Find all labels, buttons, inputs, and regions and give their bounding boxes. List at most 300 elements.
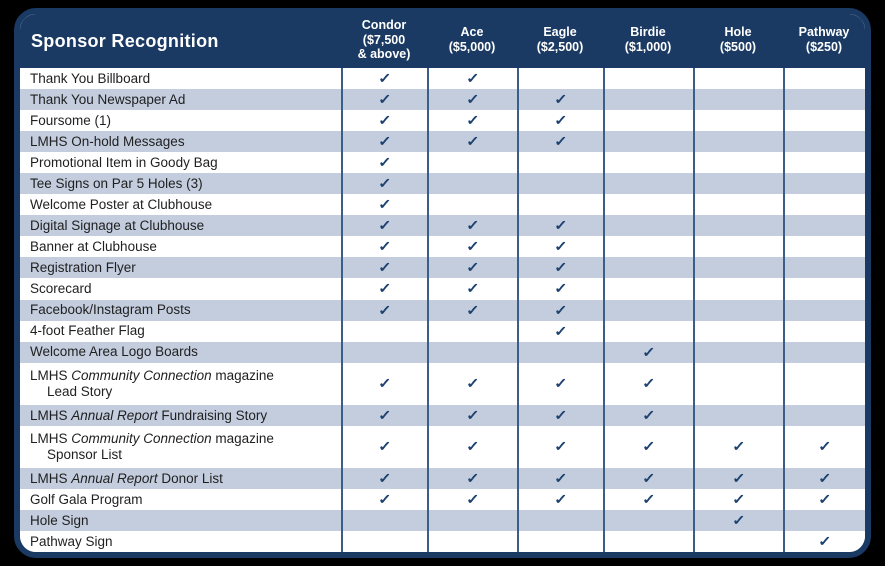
checkmark-icon: ✓	[378, 196, 392, 213]
checkmark-icon: ✓	[378, 406, 392, 423]
row-label-segment: Digital Signage at Clubhouse	[30, 218, 205, 234]
check-cell-condor	[341, 531, 427, 552]
check-cell-condor	[341, 278, 427, 299]
check-cell-eagle	[517, 89, 603, 110]
check-cell-ace	[427, 468, 517, 489]
check-cell-ace	[427, 236, 517, 257]
checkmark-icon: ✓	[378, 301, 392, 318]
table-body	[20, 68, 865, 552]
check-cell-ace	[427, 510, 517, 531]
row-label	[20, 257, 341, 278]
tier-header-line: ($5,000)	[448, 40, 496, 54]
checkmark-icon: ✓	[378, 280, 392, 297]
row-label-line2: Lead Story	[47, 383, 113, 399]
checkmark-icon: ✓	[554, 259, 568, 276]
check-cell-pathway	[783, 531, 865, 552]
check-cell-condor	[341, 215, 427, 236]
row-label-segment: magazine	[211, 368, 274, 384]
check-cell-ace	[427, 363, 517, 405]
check-cell-birdie	[603, 468, 693, 489]
row-label	[20, 131, 341, 152]
row-label-italic-segment: Annual Report	[71, 470, 158, 486]
table-row	[20, 321, 865, 342]
checkmark-icon: ✓	[554, 301, 568, 318]
check-cell-eagle	[517, 510, 603, 531]
check-cell-birdie	[603, 215, 693, 236]
checkmark-icon: ✓	[554, 280, 568, 297]
check-cell-ace	[427, 489, 517, 510]
row-label-line1	[30, 113, 341, 129]
row-label-line1	[30, 431, 341, 447]
check-cell-hole	[693, 152, 783, 173]
row-label-line1	[30, 492, 341, 508]
check-cell-eagle	[517, 68, 603, 89]
check-cell-birdie	[603, 68, 693, 89]
tier-header-line: & above)	[357, 47, 411, 62]
check-cell-hole	[693, 173, 783, 194]
row-label-segment: Promotional Item in Goody Bag	[30, 154, 218, 170]
tier-header-eagle	[517, 14, 603, 68]
tier-header-line: Birdie	[630, 25, 666, 40]
tier-header-line: Pathway	[798, 25, 850, 40]
table-row	[20, 68, 865, 89]
check-cell-hole	[693, 278, 783, 299]
check-cell-hole	[693, 236, 783, 257]
check-cell-birdie	[603, 194, 693, 215]
check-cell-birdie	[603, 110, 693, 131]
check-cell-ace	[427, 257, 517, 278]
check-cell-eagle	[517, 215, 603, 236]
row-label-line1	[30, 239, 341, 255]
table-row	[20, 300, 865, 321]
tier-header-pathway	[783, 14, 865, 68]
row-label-segment: Banner at Clubhouse	[30, 239, 157, 255]
row-label-segment: LMHS	[30, 368, 72, 384]
checkmark-icon: ✓	[466, 259, 480, 276]
checkmark-icon: ✓	[378, 438, 392, 455]
check-cell-eagle	[517, 405, 603, 426]
check-cell-hole	[693, 405, 783, 426]
checkmark-icon: ✓	[378, 217, 392, 234]
check-cell-birdie	[603, 510, 693, 531]
checkmark-icon: ✓	[378, 375, 392, 392]
row-label-line1	[30, 302, 341, 318]
table-row	[20, 489, 865, 510]
check-cell-hole	[693, 257, 783, 278]
check-cell-birdie	[603, 278, 693, 299]
row-label-segment: Hole Sign	[30, 512, 89, 528]
row-label	[20, 489, 341, 510]
check-cell-condor	[341, 426, 427, 468]
row-label	[20, 215, 341, 236]
tier-header-ace	[427, 14, 517, 68]
checkmark-icon: ✓	[554, 133, 568, 150]
check-cell-hole	[693, 215, 783, 236]
row-label-segment: Golf Gala Program	[30, 491, 143, 507]
check-cell-condor	[341, 236, 427, 257]
check-cell-eagle	[517, 131, 603, 152]
check-cell-birdie	[603, 257, 693, 278]
checkmark-icon: ✓	[818, 533, 832, 550]
check-cell-condor	[341, 405, 427, 426]
check-cell-ace	[427, 531, 517, 552]
check-cell-pathway	[783, 131, 865, 152]
check-cell-ace	[427, 110, 517, 131]
checkmark-icon: ✓	[466, 490, 480, 507]
check-cell-pathway	[783, 468, 865, 489]
check-cell-hole	[693, 489, 783, 510]
row-label-line1	[30, 281, 341, 297]
table-row	[20, 363, 865, 405]
check-cell-eagle	[517, 321, 603, 342]
checkmark-icon: ✓	[378, 238, 392, 255]
row-label	[20, 426, 341, 468]
checkmark-icon: ✓	[818, 490, 832, 507]
check-cell-eagle	[517, 173, 603, 194]
checkmark-icon: ✓	[466, 438, 480, 455]
tier-header-condor	[341, 14, 427, 68]
check-cell-ace	[427, 278, 517, 299]
table-row	[20, 131, 865, 152]
check-cell-pathway	[783, 89, 865, 110]
checkmark-icon: ✓	[466, 91, 480, 108]
row-label-segment: Foursome (1)	[30, 112, 112, 128]
table-row	[20, 405, 865, 426]
check-cell-ace	[427, 89, 517, 110]
table-row	[20, 426, 865, 468]
check-cell-ace	[427, 194, 517, 215]
row-label	[20, 152, 341, 173]
tier-header-line: Hole	[724, 25, 752, 40]
table-row	[20, 531, 865, 552]
row-label	[20, 89, 341, 110]
row-label-segment: Thank You Newspaper Ad	[30, 91, 186, 107]
table-title: Sponsor Recognition	[31, 30, 219, 51]
row-label-line1	[30, 534, 341, 550]
check-cell-pathway	[783, 426, 865, 468]
check-cell-birdie	[603, 405, 693, 426]
check-cell-condor	[341, 342, 427, 363]
check-cell-pathway	[783, 489, 865, 510]
check-cell-eagle	[517, 194, 603, 215]
row-label-segment: Welcome Poster at Clubhouse	[30, 197, 213, 213]
row-label-line1	[30, 197, 341, 213]
check-cell-hole	[693, 131, 783, 152]
check-cell-hole	[693, 342, 783, 363]
check-cell-condor	[341, 152, 427, 173]
check-cell-birdie	[603, 426, 693, 468]
check-cell-eagle	[517, 236, 603, 257]
tier-header-birdie	[603, 14, 693, 68]
checkmark-icon: ✓	[642, 469, 656, 486]
checkmark-icon: ✓	[466, 70, 480, 87]
checkmark-icon: ✓	[378, 112, 392, 129]
row-label	[20, 405, 341, 426]
row-label	[20, 300, 341, 321]
row-label-line1	[30, 368, 341, 384]
check-cell-condor	[341, 468, 427, 489]
check-cell-ace	[427, 68, 517, 89]
table-row	[20, 215, 865, 236]
check-cell-birdie	[603, 342, 693, 363]
table-row	[20, 468, 865, 489]
check-cell-condor	[341, 89, 427, 110]
checkmark-icon: ✓	[642, 438, 656, 455]
row-label-line1	[30, 323, 341, 339]
checkmark-icon: ✓	[466, 112, 480, 129]
checkmark-icon: ✓	[554, 406, 568, 423]
check-cell-condor	[341, 300, 427, 321]
check-cell-eagle	[517, 426, 603, 468]
checkmark-icon: ✓	[554, 375, 568, 392]
row-label	[20, 194, 341, 215]
tier-header-line: ($2,500)	[536, 40, 584, 54]
checkmark-icon: ✓	[378, 133, 392, 150]
checkmark-icon: ✓	[378, 469, 392, 486]
check-cell-pathway	[783, 194, 865, 215]
check-cell-birdie	[603, 173, 693, 194]
checkmark-icon: ✓	[378, 91, 392, 108]
check-cell-pathway	[783, 257, 865, 278]
check-cell-hole	[693, 510, 783, 531]
check-cell-hole	[693, 321, 783, 342]
check-cell-eagle	[517, 531, 603, 552]
check-cell-hole	[693, 468, 783, 489]
check-cell-eagle	[517, 342, 603, 363]
checkmark-icon: ✓	[732, 512, 746, 528]
check-cell-hole	[693, 363, 783, 405]
row-label	[20, 342, 341, 363]
check-cell-condor	[341, 68, 427, 89]
row-label	[20, 278, 341, 299]
check-cell-birdie	[603, 300, 693, 321]
check-cell-pathway	[783, 152, 865, 173]
check-cell-ace	[427, 426, 517, 468]
check-cell-eagle	[517, 300, 603, 321]
checkmark-icon: ✓	[554, 238, 568, 255]
checkmark-icon: ✓	[732, 469, 746, 486]
row-label-segment: Pathway Sign	[30, 533, 113, 549]
row-label-italic-segment: Community Connection	[71, 431, 212, 447]
table-row	[20, 173, 865, 194]
row-label-line1	[30, 155, 341, 171]
checkmark-icon: ✓	[466, 406, 480, 423]
check-cell-hole	[693, 110, 783, 131]
tier-header-line: Eagle	[543, 25, 577, 40]
row-label-segment: LMHS	[30, 431, 72, 447]
row-label-segment: Registration Flyer	[30, 260, 136, 276]
row-label-segment: LMHS On-hold Messages	[30, 133, 185, 149]
check-cell-ace	[427, 173, 517, 194]
row-label-line1	[30, 513, 341, 529]
row-label	[20, 510, 341, 531]
tier-header-line: ($1,000)	[624, 40, 672, 54]
checkmark-icon: ✓	[554, 217, 568, 234]
checkmark-icon: ✓	[378, 490, 392, 507]
checkmark-icon: ✓	[554, 91, 568, 108]
check-cell-hole	[693, 194, 783, 215]
check-cell-condor	[341, 173, 427, 194]
row-label-line2: Sponsor List	[47, 446, 123, 462]
checkmark-icon: ✓	[466, 301, 480, 318]
check-cell-ace	[427, 405, 517, 426]
check-cell-hole	[693, 531, 783, 552]
check-cell-eagle	[517, 152, 603, 173]
check-cell-pathway	[783, 278, 865, 299]
check-cell-ace	[427, 215, 517, 236]
row-label-line1	[30, 92, 341, 108]
check-cell-condor	[341, 194, 427, 215]
row-label	[20, 236, 341, 257]
table-row	[20, 110, 865, 131]
row-label	[20, 363, 341, 405]
row-label	[20, 321, 341, 342]
check-cell-condor	[341, 489, 427, 510]
table-row	[20, 152, 865, 173]
checkmark-icon: ✓	[378, 154, 392, 171]
tier-header-hole	[693, 14, 783, 68]
check-cell-condor	[341, 363, 427, 405]
checkmark-icon: ✓	[554, 322, 568, 339]
check-cell-condor	[341, 131, 427, 152]
check-cell-birdie	[603, 363, 693, 405]
row-label-segment: Tee Signs on Par 5 Holes (3)	[30, 176, 203, 191]
row-label-segment: Scorecard	[30, 281, 92, 297]
checkmark-icon: ✓	[642, 375, 656, 392]
row-label-italic-segment: Community Connection	[71, 368, 212, 384]
check-cell-ace	[427, 300, 517, 321]
check-cell-condor	[341, 110, 427, 131]
checkmark-icon: ✓	[466, 217, 480, 234]
table-header	[20, 14, 865, 68]
checkmark-icon: ✓	[466, 375, 480, 392]
checkmark-icon: ✓	[554, 438, 568, 455]
checkmark-icon: ✓	[554, 469, 568, 486]
check-cell-ace	[427, 321, 517, 342]
check-cell-birdie	[603, 531, 693, 552]
table-row	[20, 342, 865, 363]
checkmark-icon: ✓	[554, 112, 568, 129]
row-label-segment: Facebook/Instagram Posts	[30, 302, 191, 318]
checkmark-icon: ✓	[642, 490, 656, 507]
checkmark-icon: ✓	[466, 133, 480, 150]
check-cell-pathway	[783, 321, 865, 342]
row-label	[20, 173, 341, 194]
checkmark-icon: ✓	[818, 438, 832, 455]
row-label-italic-segment: Annual Report	[71, 407, 158, 423]
check-cell-hole	[693, 68, 783, 89]
row-label	[20, 468, 341, 489]
check-cell-eagle	[517, 110, 603, 131]
row-label-line1	[30, 134, 341, 150]
checkmark-icon: ✓	[554, 490, 568, 507]
row-label-line1	[30, 344, 341, 360]
row-label-segment: Donor List	[157, 470, 223, 486]
table-row	[20, 257, 865, 278]
row-label-line1	[30, 471, 341, 487]
checkmark-icon: ✓	[378, 70, 392, 87]
row-label-line1	[30, 260, 341, 276]
check-cell-eagle	[517, 278, 603, 299]
row-label-line1	[30, 408, 341, 424]
checkmark-icon: ✓	[466, 280, 480, 297]
tier-header-line: ($7,500	[362, 32, 406, 47]
check-cell-birdie	[603, 321, 693, 342]
row-label-segment: LMHS	[30, 470, 72, 486]
check-cell-pathway	[783, 215, 865, 236]
tier-header-line: Ace	[460, 25, 484, 40]
check-cell-hole	[693, 426, 783, 468]
table-row	[20, 89, 865, 110]
row-label-segment: 4-foot Feather Flag	[30, 323, 145, 339]
table-row	[20, 194, 865, 215]
table-row	[20, 278, 865, 299]
check-cell-birdie	[603, 489, 693, 510]
check-cell-eagle	[517, 363, 603, 405]
row-label	[20, 531, 341, 552]
check-cell-eagle	[517, 257, 603, 278]
check-cell-eagle	[517, 489, 603, 510]
row-label-segment: Fundraising Story	[157, 407, 268, 423]
check-cell-pathway	[783, 300, 865, 321]
check-cell-pathway	[783, 510, 865, 531]
checkmark-icon: ✓	[642, 343, 656, 360]
checkmark-icon: ✓	[378, 259, 392, 276]
check-cell-eagle	[517, 468, 603, 489]
table-row	[20, 510, 865, 531]
checkmark-icon: ✓	[466, 238, 480, 255]
checkmark-icon: ✓	[466, 469, 480, 486]
checkmark-icon: ✓	[732, 438, 746, 455]
checkmark-icon: ✓	[642, 406, 656, 423]
check-cell-ace	[427, 342, 517, 363]
row-label-line1	[30, 176, 341, 192]
row-label-segment: Thank You Billboard	[30, 70, 151, 86]
row-label	[20, 110, 341, 131]
tier-header-line: Condor	[361, 17, 407, 32]
check-cell-birdie	[603, 236, 693, 257]
check-cell-pathway	[783, 68, 865, 89]
check-cell-hole	[693, 89, 783, 110]
row-label-line1	[30, 218, 341, 234]
check-cell-pathway	[783, 110, 865, 131]
tier-header-line: ($500)	[719, 40, 757, 54]
tier-header-line: ($250)	[805, 40, 843, 54]
row-label-line1	[30, 71, 341, 87]
checkmark-icon: ✓	[378, 175, 392, 192]
checkmark-icon: ✓	[818, 469, 832, 486]
check-cell-birdie	[603, 89, 693, 110]
check-cell-condor	[341, 257, 427, 278]
row-label-segment: magazine	[211, 431, 274, 447]
check-cell-condor	[341, 510, 427, 531]
check-cell-birdie	[603, 131, 693, 152]
checkmark-icon: ✓	[732, 490, 746, 507]
check-cell-pathway	[783, 363, 865, 405]
check-cell-hole	[693, 300, 783, 321]
check-cell-birdie	[603, 152, 693, 173]
check-cell-pathway	[783, 173, 865, 194]
tier-headers	[341, 14, 865, 68]
check-cell-pathway	[783, 236, 865, 257]
sponsor-recognition-table	[14, 8, 871, 558]
check-cell-pathway	[783, 405, 865, 426]
row-label-segment: LMHS	[30, 407, 72, 423]
row-label-segment: Welcome Area Logo Boards	[30, 344, 198, 360]
check-cell-condor	[341, 321, 427, 342]
table-row	[20, 236, 865, 257]
row-label	[20, 68, 341, 89]
